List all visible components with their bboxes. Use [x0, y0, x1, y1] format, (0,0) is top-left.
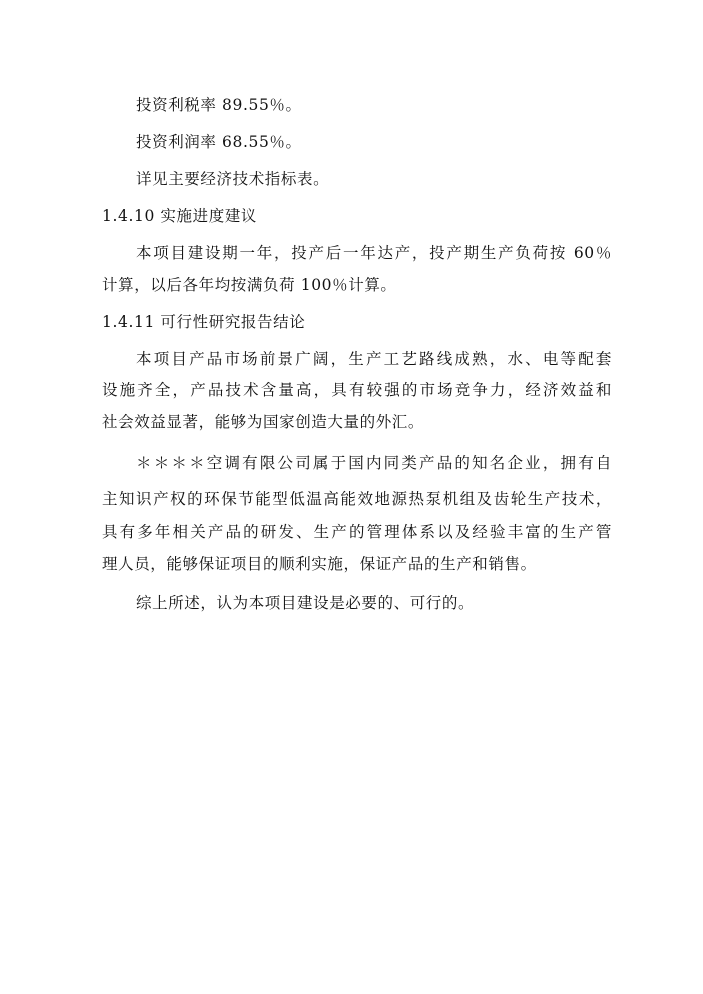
text-line-summary: 综上所述，认为本项目建设是必要的、可行的。: [136, 594, 475, 612]
section-heading-schedule: 1.4.10 实施进度建议: [102, 207, 258, 225]
paragraph-company-line-4: 理人员，能够保证项目的顺利实施，保证产品的生产和销售。: [102, 555, 537, 573]
text-line-profit-rate: 投资利润率 68.55％。: [136, 133, 302, 151]
paragraph-schedule-line-2: 计算，以后各年均按满负荷 100％计算。: [102, 276, 397, 294]
paragraph-company-line-1: ＊＊＊＊空调有限公司属于国内同类产品的知名企业，拥有自: [136, 454, 612, 472]
text-line-see-table: 详见主要经济技术指标表。: [136, 170, 330, 188]
paragraph-company-line-2: 主知识产权的环保节能型低温高能效地源热泵机组及齿轮生产技术，: [102, 490, 612, 508]
paragraph-conclusion-line-2: 设施齐全，产品技术含量高，具有较强的市场竞争力，经济效益和: [102, 381, 612, 399]
section-heading-conclusion: 1.4.11 可行性研究报告结论: [102, 313, 306, 331]
text-line-tax-rate: 投资利税率 89.55％。: [136, 96, 302, 114]
paragraph-conclusion-line-1: 本项目产品市场前景广阔，生产工艺路线成熟，水、电等配套: [136, 350, 612, 368]
paragraph-company-line-3: 具有多年相关产品的研发、生产的管理体系以及经验丰富的生产管: [102, 523, 612, 541]
paragraph-schedule-line-1: 本项目建设期一年，投产后一年达产，投产期生产负荷按 60％: [136, 244, 612, 262]
paragraph-conclusion-line-3: 社会效益显著，能够为国家创造大量的外汇。: [102, 413, 425, 431]
